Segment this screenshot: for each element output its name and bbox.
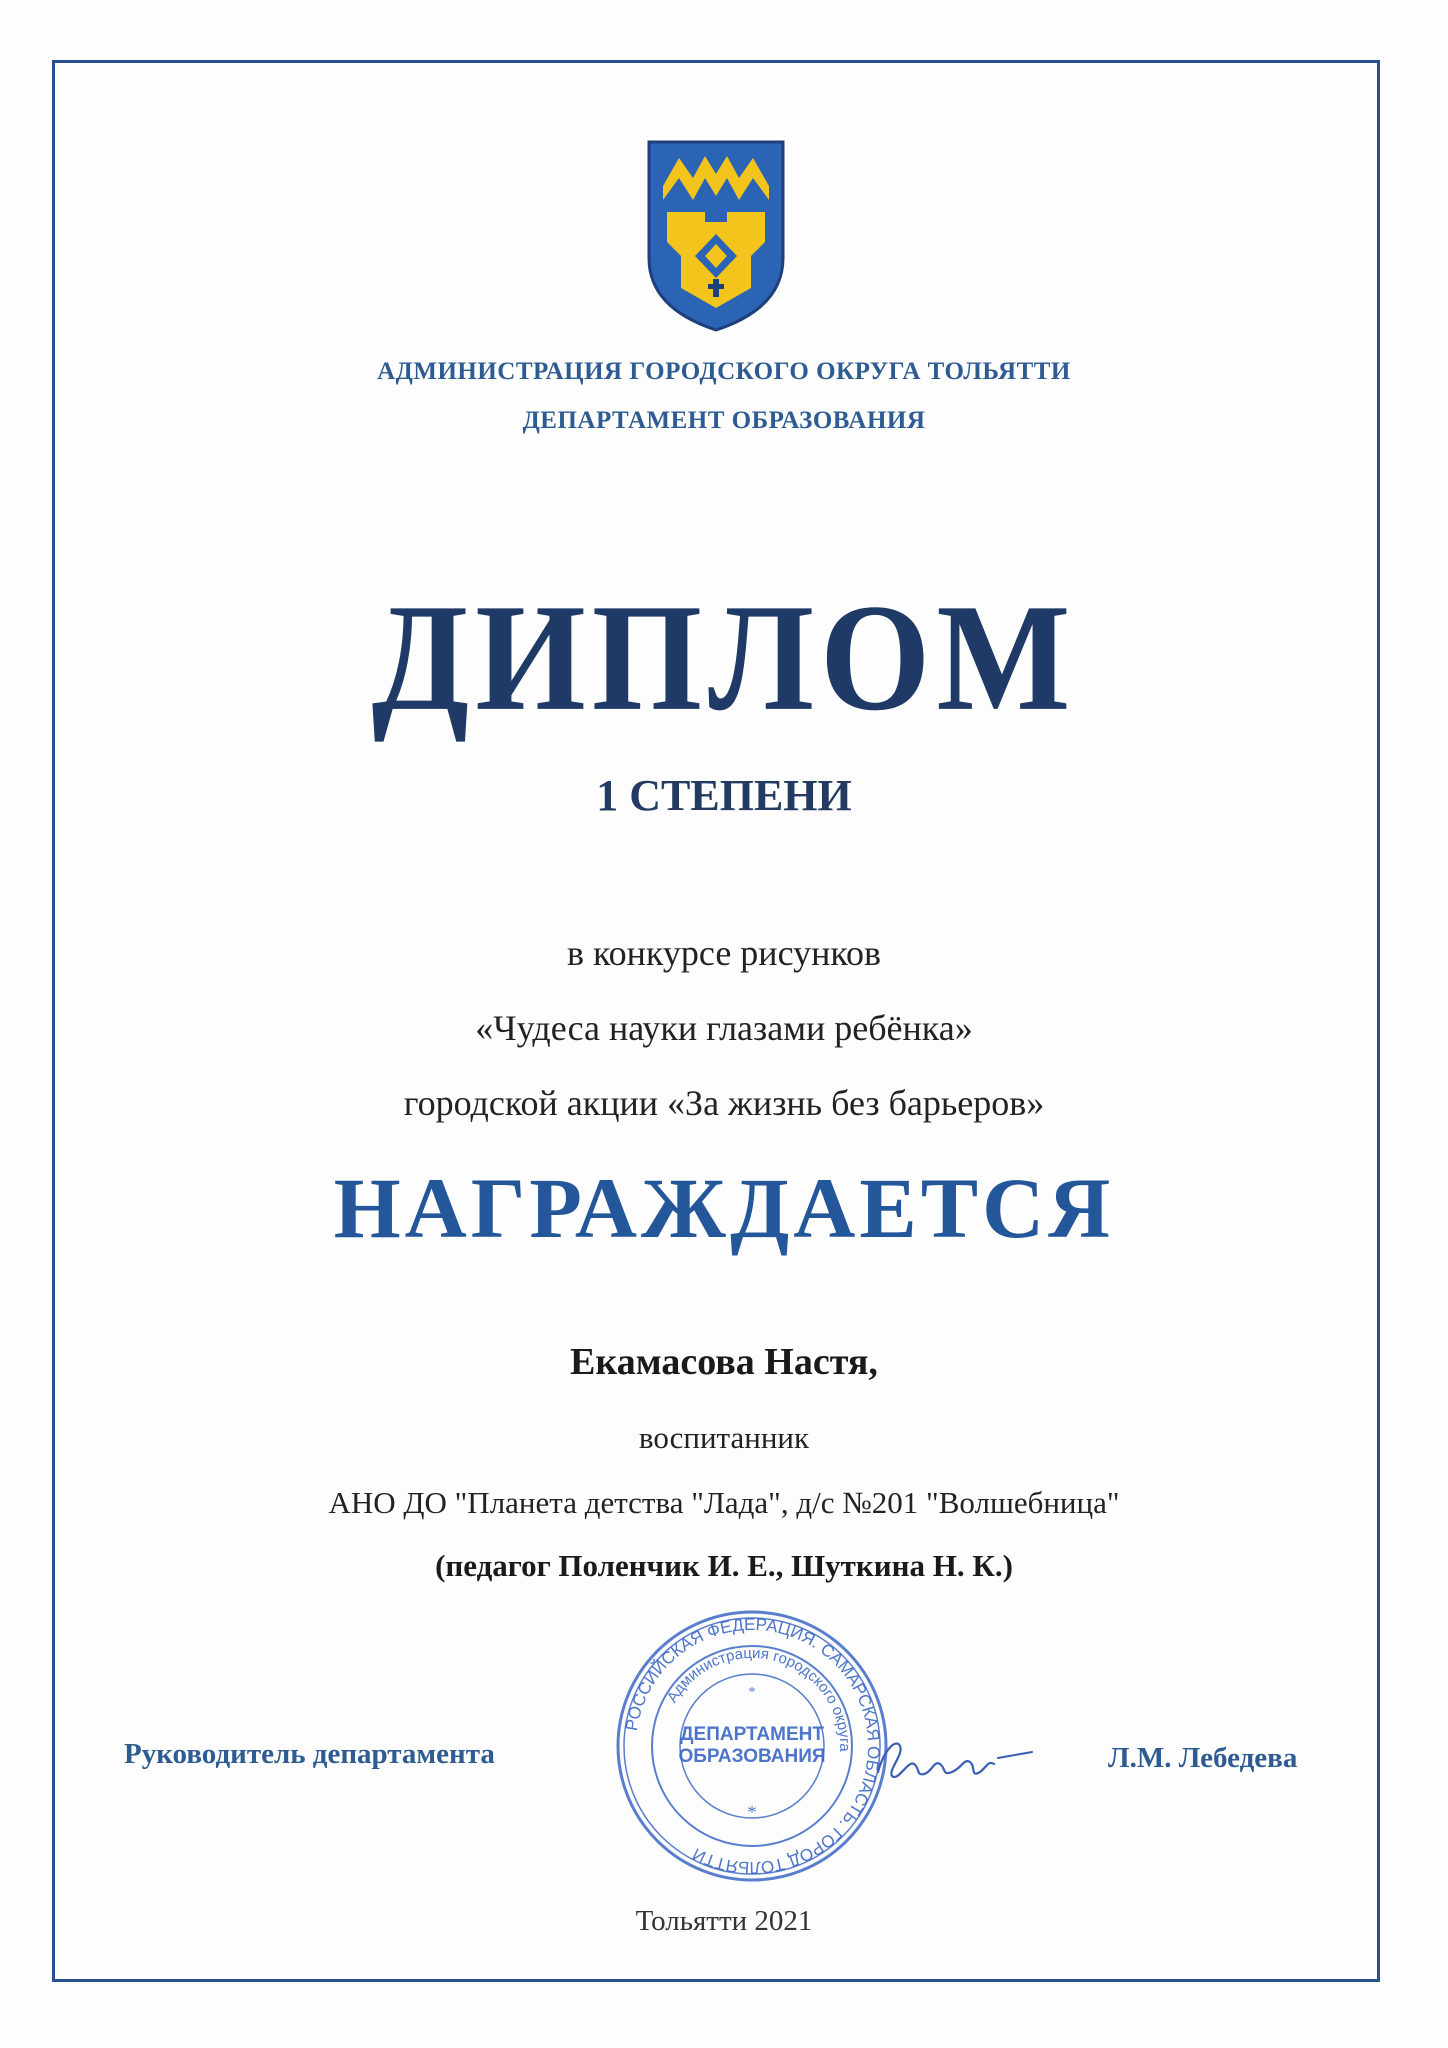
institution-name: АНО ДО "Планета детства "Лада", д/с №201 "Волшебница" — [328, 1485, 1120, 1520]
handwritten-signature — [870, 1720, 1040, 1790]
teachers-line: (педагог Поленчик И. Е., Шуткина Н. К.) — [435, 1548, 1013, 1583]
diploma-degree: 1 СТЕПЕНИ — [596, 771, 852, 820]
diploma-title: ДИПЛОМ — [371, 571, 1077, 743]
department-name: ДЕПАРТАМЕНТ ОБРАЗОВАНИЯ — [522, 407, 926, 434]
organization-name: АДМИНИСТРАЦИЯ ГОРОДСКОГО ОКРУГА ТОЛЬЯТТИ — [377, 358, 1071, 385]
city-year: Тольятти 2021 — [635, 1905, 813, 1937]
signer-name: Л.М. Лебедева — [1108, 1742, 1298, 1774]
campaign-name: городской акции «За жизнь без барьеров» — [403, 1083, 1045, 1123]
seal-outer-text: РОССИЙСКАЯ ФЕДЕРАЦИЯ. САМАРСКАЯ ОБЛАСТЬ. ГОРОД ТОЛЬЯТТИ — [622, 1614, 884, 1878]
recipient-role: воспитанник — [638, 1420, 810, 1455]
recipient-name: Екамасова Настя, — [570, 1341, 878, 1383]
seal-center-line1: ДЕПАРТАМЕНТ — [680, 1724, 824, 1745]
seal-top-star-icon: * — [748, 1685, 756, 1700]
seal-center-line2: ОБРАЗОВАНИЯ — [678, 1746, 826, 1767]
seal-inner-text: Администрация городского округа — [663, 1644, 854, 1752]
contest-line: в конкурсе рисунков — [567, 933, 881, 973]
awarded-heading: НАГРАЖДАЕТСЯ — [333, 1160, 1115, 1256]
contest-name: «Чудеса науки глазами ребёнка» — [475, 1008, 973, 1048]
signer-title: Руководитель департамента — [124, 1738, 495, 1770]
city-coat-of-arms — [645, 138, 787, 334]
department-seal — [612, 1606, 892, 1886]
seal-star-icon: * — [747, 1802, 757, 1822]
